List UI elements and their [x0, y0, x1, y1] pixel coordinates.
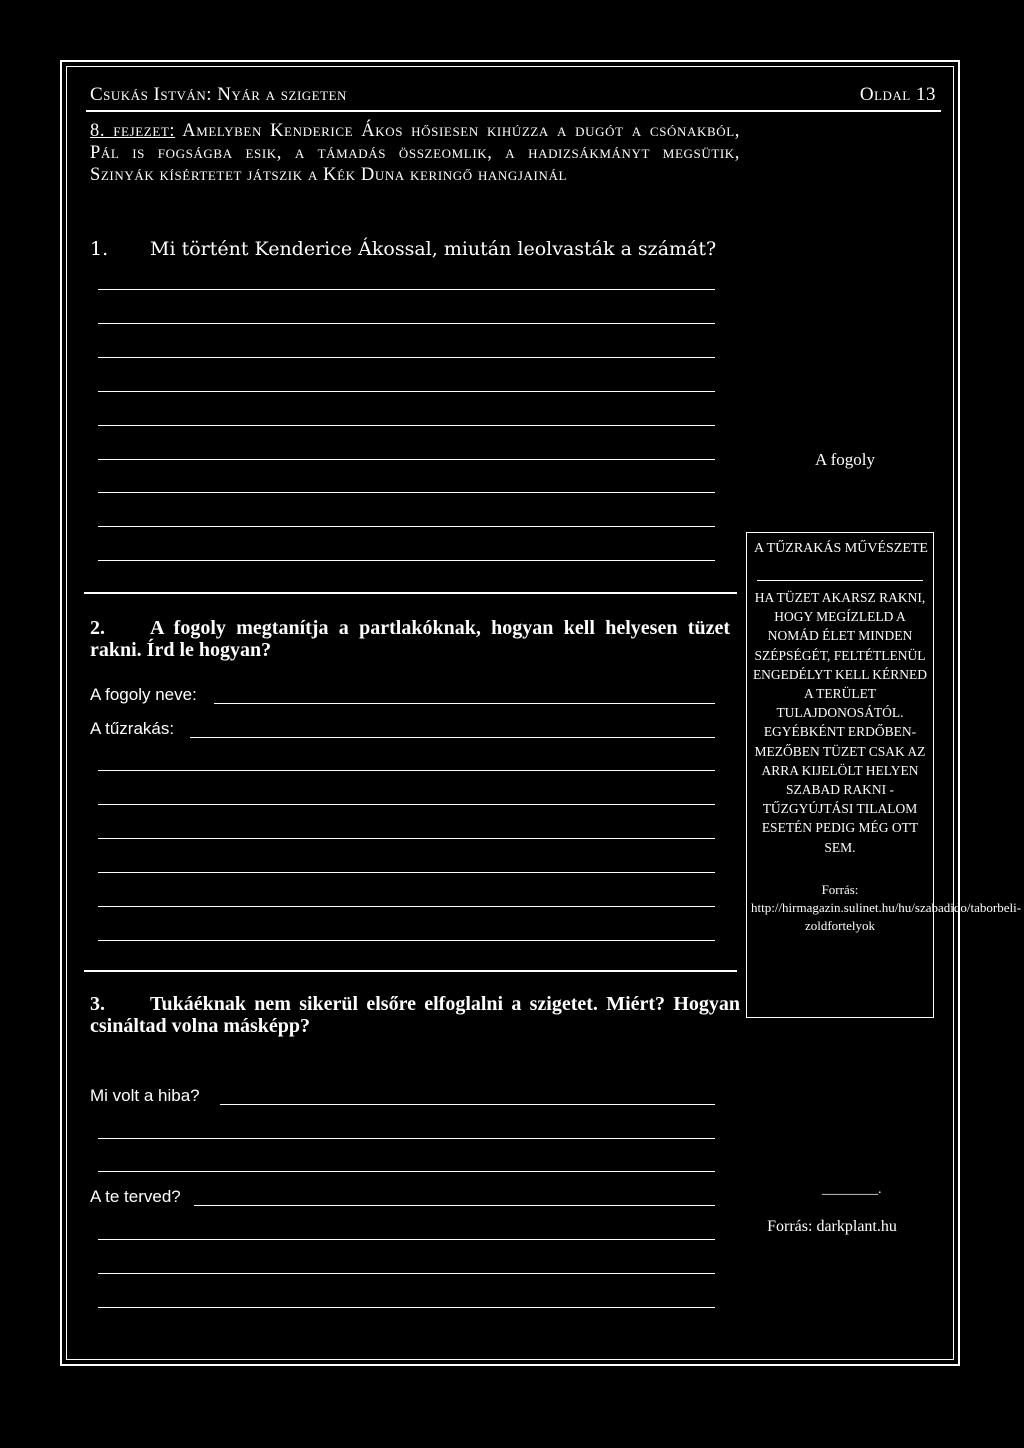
section-separator [84, 592, 737, 594]
chapter-heading [90, 120, 740, 186]
question-1-number: 1. [90, 238, 109, 260]
question-3 [90, 993, 740, 1037]
answer-line[interactable] [98, 770, 715, 771]
section-separator [84, 970, 737, 972]
image-placeholder-mark: ________. [822, 1182, 882, 1197]
page-number: Oldal 13 [859, 84, 936, 105]
header-rule [86, 110, 941, 112]
mistake-field[interactable] [220, 1104, 715, 1105]
answer-line[interactable] [98, 906, 715, 907]
answer-line[interactable] [98, 357, 715, 358]
plan-field[interactable] [194, 1205, 715, 1206]
answer-line[interactable] [98, 1171, 715, 1172]
sidebar-body: HA TÜZET AKARSZ RAKNI, HOGY MEGÍZLELD A NOMÁD ÉLET MINDEN SZÉPSÉGÉT, FELTÉTLENÜL ENGEDÉLYT KELL KÉRNED A TERÜLET TULAJDONOSÁTÓL. EGYÉBKÉNT ERDŐBEN-MEZŐBEN TÜZET CSAK AZ ARRA KIJELÖLT HELYEN SZABAD RAKNI - TŰZGYÚJTÁSI TILALOM ESETÉN PEDIG MÉG OTT SEM. [752, 590, 928, 855]
sidebar-source: Forrás: http://hirmagazin.sulinet.hu/hu/szabadido/taborbeli-zoldfortelyok [751, 882, 1022, 933]
answer-line[interactable] [98, 1239, 715, 1240]
answer-line[interactable] [98, 391, 715, 392]
fire-making-label: A tűzrakás: [90, 719, 175, 738]
prisoner-name-field[interactable] [214, 703, 715, 704]
answer-line[interactable] [98, 459, 715, 460]
plan-label: A te terved? [90, 1187, 181, 1206]
sidebar-rule [757, 580, 923, 581]
sidebar-title: A TŰZRAKÁS MŰVÉSZETE [754, 541, 928, 556]
prisoner-name-label: A fogoly neve: [90, 685, 197, 704]
answer-line[interactable] [98, 1273, 715, 1274]
question-1 [90, 238, 716, 260]
header-title: Csukás István: Nyár a szigeten [90, 84, 347, 105]
photo-caption: A fogoly [815, 450, 875, 469]
mistake-label: Mi volt a hiba? [90, 1086, 200, 1105]
answer-line[interactable] [98, 804, 715, 805]
answer-line[interactable] [98, 940, 715, 941]
answer-line[interactable] [98, 492, 715, 493]
chapter-label: 8. fejezet: [90, 121, 176, 141]
question-2 [90, 617, 730, 661]
answer-line[interactable] [98, 560, 715, 561]
question-3-text: Tukáéknak nem sikerül elsőre elfoglalni a szigetet. Miért? Hogyan csináltad volna másképp? [90, 993, 740, 1037]
answer-line[interactable] [98, 838, 715, 839]
fire-making-field[interactable] [190, 737, 715, 738]
answer-line[interactable] [98, 872, 715, 873]
question-2-text: A fogoly megtanítja a partlakóknak, hogyan kell helyesen tüzet rakni. Írd le hogyan? [90, 617, 730, 661]
answer-line[interactable] [98, 425, 715, 426]
answer-line[interactable] [98, 1138, 715, 1139]
answer-line[interactable] [98, 323, 715, 324]
answer-line[interactable] [98, 526, 715, 527]
image-source: Forrás: darkplant.hu [767, 1218, 897, 1235]
sidebar-box [746, 532, 1022, 1018]
chapter-title: Amelyben Kenderice Ákos hősiesen kihúzza a dugót a csónakból, Pál is fogságba esik, a támadás összeomlik, a hadizsákmányt megsütik, Szinyák kísértetet játszik a Kék Duna keringő hangjainál [90, 121, 741, 185]
question-3-number: 3. [90, 993, 105, 1015]
question-2-number: 2. [90, 617, 105, 639]
answer-line[interactable] [98, 289, 715, 290]
answer-line[interactable] [98, 1307, 715, 1308]
question-1-text: Mi történt Kenderice Ákossal, miután leolvasták a számát? [150, 238, 717, 260]
